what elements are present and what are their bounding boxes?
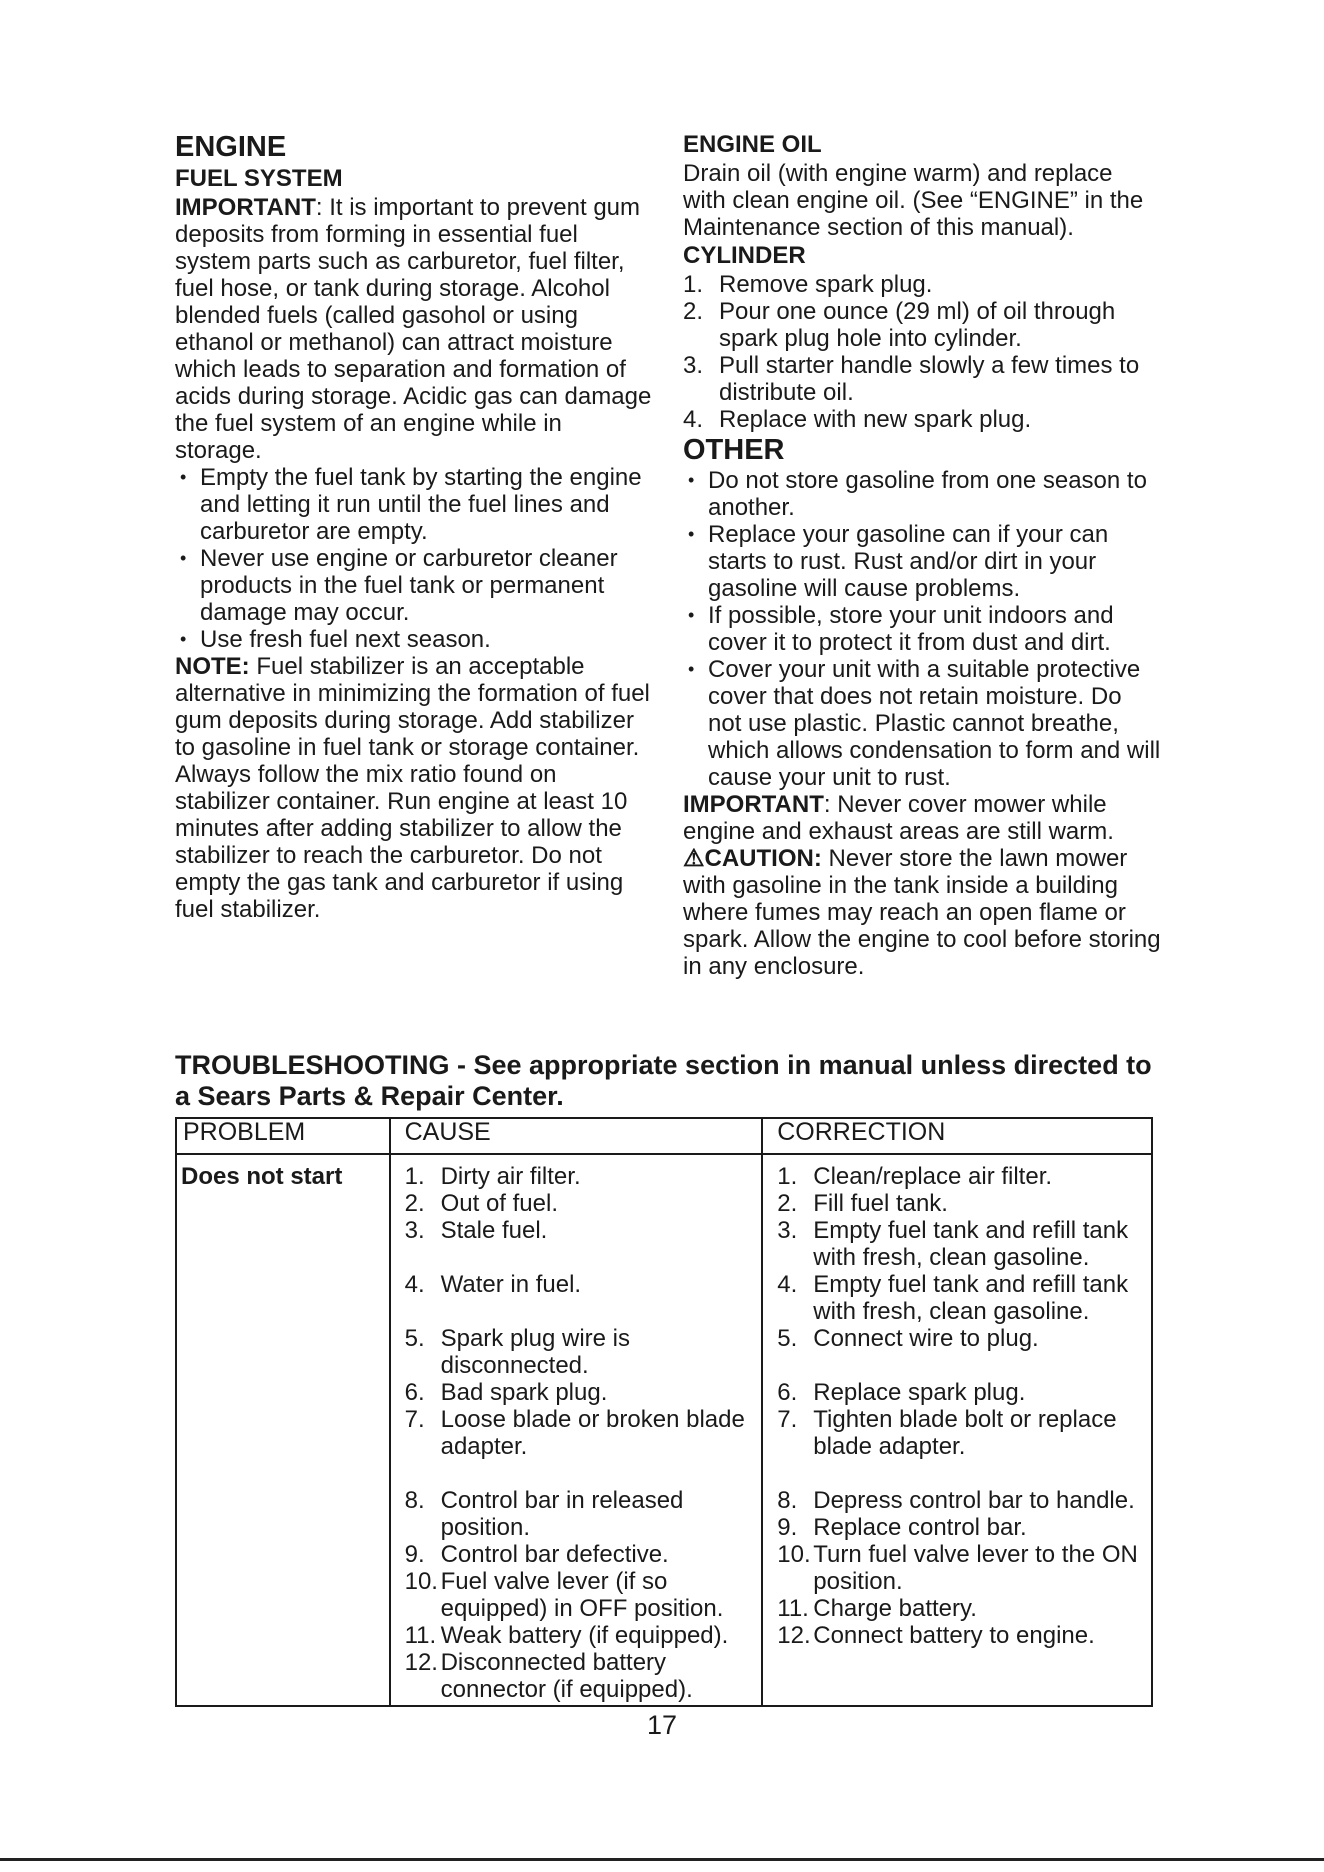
item-text: Clean/replace air filter. xyxy=(813,1163,1053,1190)
list-item: • Never use engine or carburetor cleaner products in the fuel tank or permanent damage may occur. xyxy=(175,545,655,626)
item-number: 2. xyxy=(404,1190,425,1217)
troubleshooting-table xyxy=(175,1117,1153,1707)
item-text: Disconnected battery connector (if equipped). xyxy=(440,1649,693,1703)
list-item xyxy=(405,1190,758,1217)
header-cause: CAUSE xyxy=(390,1118,763,1154)
header-correction: CORRECTION xyxy=(762,1118,1152,1154)
step-number: 4. xyxy=(683,406,704,433)
list-item xyxy=(777,1325,1147,1352)
list-item xyxy=(405,1622,758,1649)
list-item: • Empty the fuel tank by starting the engine and letting it run until the fuel lines and carburetor are empty. xyxy=(175,464,655,545)
step-text: Pour one ounce (29 ml) of oil through spark plug hole into cylinder. xyxy=(719,298,1116,352)
item-text: Empty fuel tank and refill tank with fresh, clean gasoline. xyxy=(813,1217,1129,1271)
fuel-important-paragraph xyxy=(175,194,655,464)
item-text: Water in fuel. xyxy=(440,1271,582,1298)
list-item xyxy=(405,1649,758,1703)
other-heading: OTHER xyxy=(683,434,785,466)
list-item xyxy=(777,1541,1147,1595)
item-number: 10. xyxy=(404,1568,438,1595)
list-item: • Do not store gasoline from one season to another. xyxy=(683,467,1161,521)
item-number: 9. xyxy=(404,1541,425,1568)
note-text: Fuel stabilizer is an acceptable alternative in minimizing the formation of fuel gum deposits during storage. Add stabilizer to gasoline in fuel tank or storage container. Always follow the mix ratio found on stabilizer container. Run engine at least 10 minutes after adding stabilizer to allow the stabilizer to reach the carburetor. Do not empty the gas tank and carburetor if using fuel stabilizer. xyxy=(175,653,650,923)
list-item xyxy=(777,1622,1147,1649)
cylinder-steps xyxy=(683,271,1161,433)
list-item xyxy=(405,1568,758,1622)
important-text: : It is important to prevent gum deposits from forming in essential fuel system parts such as carburetor, fuel filter, fuel hose, or tank during storage. Alcohol blended fuels (called gasohol or using ethanol or methanol) can attract moisture which leads to separation and formation of acids during storage. Acidic gas can damage the fuel system of an engine while in storage. xyxy=(175,194,652,464)
troubleshooting-title: TROUBLESHOOTING - See appropriate section in manual unless directed to a Sears Parts & Repair Center. xyxy=(175,1050,1152,1111)
list-item xyxy=(683,406,1161,433)
list-item: • Replace your gasoline can if your can starts to rust. Rust and/or dirt in your gasoline will cause problems. xyxy=(683,521,1161,602)
important-text: : Never cover mower while engine and exhaust areas are still warm. xyxy=(683,791,1114,845)
item-text: Spark plug wire is disconnected. xyxy=(440,1325,631,1379)
cylinder-heading: CYLINDER xyxy=(683,242,806,269)
item-text: Fuel valve lever (if so equipped) in OFF position. xyxy=(440,1568,724,1622)
list-item xyxy=(683,298,1161,352)
item-text: Stale fuel. xyxy=(440,1217,548,1244)
item-text: Connect wire to plug. xyxy=(813,1325,1039,1352)
item-number: 11. xyxy=(404,1622,437,1649)
list-item xyxy=(777,1163,1147,1190)
item-number: 1. xyxy=(777,1163,798,1190)
important-label: IMPORTANT xyxy=(683,791,824,818)
item-text: Turn fuel valve lever to the ON position. xyxy=(813,1541,1138,1595)
cause-cell xyxy=(390,1154,763,1706)
item-number: 4. xyxy=(777,1271,798,1298)
list-item: • Use fresh fuel next season. xyxy=(175,626,655,653)
item-number: 7. xyxy=(404,1406,425,1433)
item-number: 1. xyxy=(404,1163,425,1190)
note-paragraph xyxy=(175,653,655,923)
problem-cell: Does not start xyxy=(176,1154,390,1706)
step-text: Replace with new spark plug. xyxy=(719,406,1032,433)
engine-oil-heading: ENGINE OIL xyxy=(683,131,822,158)
caution-paragraph xyxy=(683,845,1161,980)
fuel-bullet-list xyxy=(175,464,655,653)
list-item xyxy=(405,1217,758,1244)
left-column xyxy=(175,130,655,923)
item-number: 4. xyxy=(404,1271,425,1298)
step-text: Pull starter handle slowly a few times to distribute oil. xyxy=(719,352,1140,406)
item-text: Connect battery to engine. xyxy=(813,1622,1095,1649)
list-item xyxy=(405,1487,758,1541)
list-item xyxy=(777,1514,1147,1541)
item-text: Loose blade or broken blade adapter. xyxy=(440,1406,745,1460)
item-number: 5. xyxy=(777,1325,798,1352)
item-number: 5. xyxy=(404,1325,425,1352)
important-label: IMPORTANT xyxy=(175,194,316,221)
other-bullet-list xyxy=(683,467,1161,791)
right-column xyxy=(683,130,1161,980)
list-item xyxy=(405,1325,758,1379)
item-number: 11. xyxy=(777,1595,809,1622)
list-item xyxy=(405,1406,758,1460)
item-text: Empty fuel tank and refill tank with fresh, clean gasoline. xyxy=(813,1271,1129,1325)
item-number: 6. xyxy=(404,1379,425,1406)
table-header-row xyxy=(176,1118,1152,1154)
item-text: Fill fuel tank. xyxy=(813,1190,948,1217)
engine-oil-text: Drain oil (with engine warm) and replace with clean engine oil. (See “ENGINE” in the Maintenance section of this manual). xyxy=(683,160,1144,241)
correction-list xyxy=(777,1163,1147,1649)
item-number: 3. xyxy=(404,1217,425,1244)
item-number: 8. xyxy=(777,1487,798,1514)
list-item xyxy=(777,1487,1147,1514)
item-text: Depress control bar to handle. xyxy=(813,1487,1135,1514)
list-item xyxy=(777,1190,1147,1217)
item-number: 12. xyxy=(777,1622,811,1649)
item-number: 12. xyxy=(404,1649,438,1676)
list-item xyxy=(777,1379,1147,1406)
step-number: 3. xyxy=(683,352,704,379)
list-item xyxy=(405,1541,758,1568)
warning-icon: ⚠ xyxy=(683,845,705,872)
list-item xyxy=(405,1379,758,1406)
item-number: 7. xyxy=(777,1406,798,1433)
list-item: • If possible, store your unit indoors and cover it to protect it from dust and dirt. xyxy=(683,602,1161,656)
item-text: Charge battery. xyxy=(813,1595,977,1622)
item-text: Control bar in released position. xyxy=(440,1487,684,1541)
note-label: NOTE: xyxy=(175,653,250,680)
caution-text: Never store the lawn mower with gasoline in the tank inside a building where fumes may reach an open flame or spark. Allow the engine to cool before storing in any enclosure. xyxy=(683,845,1161,980)
item-text: Replace spark plug. xyxy=(813,1379,1026,1406)
list-item xyxy=(683,352,1161,406)
list-item xyxy=(405,1271,758,1298)
item-text: Tighten blade bolt or replace blade adapter. xyxy=(813,1406,1117,1460)
item-number: 6. xyxy=(777,1379,798,1406)
item-text: Out of fuel. xyxy=(440,1190,558,1217)
list-item xyxy=(777,1595,1147,1622)
item-text: Replace control bar. xyxy=(813,1514,1027,1541)
item-number: 2. xyxy=(777,1190,798,1217)
list-item xyxy=(683,271,1161,298)
list-item xyxy=(777,1217,1147,1271)
other-important-paragraph xyxy=(683,791,1161,845)
item-number: 3. xyxy=(777,1217,798,1244)
engine-heading: ENGINE xyxy=(175,131,287,163)
correction-cell xyxy=(762,1154,1152,1706)
list-item xyxy=(777,1406,1147,1460)
step-text: Remove spark plug. xyxy=(719,271,933,298)
item-text: Weak battery (if equipped). xyxy=(440,1622,729,1649)
item-number: 9. xyxy=(777,1514,798,1541)
caution-label: CAUTION: xyxy=(704,845,822,872)
list-item xyxy=(777,1271,1147,1325)
item-text: Bad spark plug. xyxy=(440,1379,608,1406)
cause-list xyxy=(405,1163,758,1703)
list-item: • Cover your unit with a suitable protective cover that does not retain moisture. Do not use plastic. Plastic cannot breathe, which allows condensation to form and will cause your unit to rust. xyxy=(683,656,1161,791)
item-number: 10. xyxy=(777,1541,811,1568)
step-number: 1. xyxy=(683,271,704,298)
item-text: Dirty air filter. xyxy=(440,1163,581,1190)
header-problem: PROBLEM xyxy=(176,1118,390,1154)
page-number: 17 xyxy=(646,1710,678,1740)
item-text: Control bar defective. xyxy=(440,1541,669,1568)
bottom-divider xyxy=(0,1858,1324,1861)
fuel-system-heading: FUEL SYSTEM xyxy=(175,165,343,192)
item-number: 8. xyxy=(404,1487,425,1514)
table-row xyxy=(176,1154,1152,1706)
step-number: 2. xyxy=(683,298,704,325)
list-item xyxy=(405,1163,758,1190)
